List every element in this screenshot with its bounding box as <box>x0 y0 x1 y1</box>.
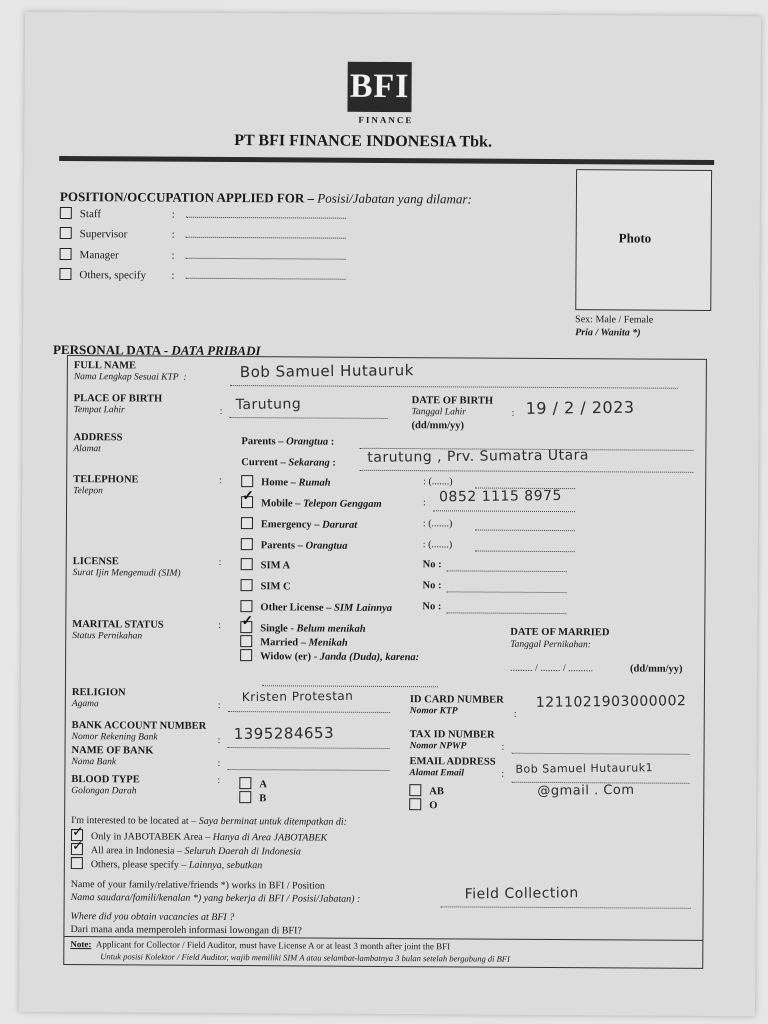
idcard-label: ID CARD NUMBER <box>409 694 504 706</box>
staff-checkbox[interactable] <box>60 207 72 219</box>
phone-mobile-sub: Telepon Genggam <box>303 498 382 510</box>
home-checkbox[interactable] <box>241 475 253 487</box>
sim-other-no: No : <box>422 601 442 613</box>
sim-other-label: Other License – <box>260 602 335 614</box>
sim-other-line[interactable] <box>446 606 566 614</box>
phone-emergency-line[interactable] <box>475 524 575 532</box>
colon: : <box>217 699 221 711</box>
phone-emergency-label: Emergency – <box>260 519 323 531</box>
phone-mobile-line <box>433 504 575 512</box>
married-sub: Menikah <box>308 637 348 649</box>
married-checkbox[interactable] <box>240 635 252 647</box>
bank-input[interactable]: 1395284653 <box>233 723 335 744</box>
address-current: Current – Sekarang : <box>241 457 336 469</box>
email-input-line1[interactable]: Bob Samuel Hutauruk1 <box>515 761 654 776</box>
married-label: Married – <box>260 637 309 649</box>
address-current-input[interactable]: tarutung , Prv. Sumatra Utara <box>367 447 590 466</box>
phone-parents-line[interactable] <box>475 545 575 553</box>
loc-jabotabek-row[interactable] <box>71 829 327 844</box>
sim-c-label: SIM C <box>260 581 291 593</box>
pob-input[interactable]: Tarutung <box>235 396 302 414</box>
family-label: Name of your family/relative/friends *) works in BFI / Position <box>70 879 325 892</box>
colon: : <box>218 556 222 568</box>
sim-a-no: No : <box>422 559 442 571</box>
blood-sub: Golongan Darah <box>71 786 137 797</box>
colon: : <box>501 768 505 780</box>
phone-home-prefix: : (.......) <box>423 476 453 488</box>
loc-jabotabek-label: Only in JABOTABEK Area – <box>90 831 213 843</box>
religion-line <box>228 705 390 713</box>
sim-a-checkbox[interactable] <box>241 558 253 570</box>
address-parents-label: Parents – <box>241 436 287 448</box>
loc-other-label: Others, please specify – <box>90 859 189 871</box>
full-name-input[interactable]: Bob Samuel Hutauruk <box>239 361 414 382</box>
address-sub: Alamat <box>73 444 101 455</box>
idcard-input[interactable]: 1211021903000002 <box>535 693 687 711</box>
option-fill-line <box>185 270 345 280</box>
note-label: Note: <box>70 939 92 950</box>
loc-other-row[interactable] <box>71 857 262 871</box>
idcard-sub: Nomor KTP <box>409 706 458 717</box>
blood-ab-label: AB <box>429 786 444 798</box>
pob-label: PLACE OF BIRTH <box>73 393 163 405</box>
single-sub: Belum menikah <box>296 623 366 635</box>
supervisor-checkbox[interactable] <box>60 227 72 239</box>
marital-single-row[interactable] <box>240 621 365 635</box>
phone-emergency-sub: Darurat <box>322 519 358 531</box>
dom-fields[interactable]: ......... / ........ / .......... <box>510 662 594 675</box>
blood-a-checkbox[interactable] <box>239 777 251 789</box>
address-current-label: Current – <box>241 457 289 469</box>
others-checkbox[interactable] <box>59 268 71 280</box>
bank-sub: Nomor Rekening Bank <box>71 732 158 743</box>
bankname-line[interactable] <box>227 763 389 771</box>
sex-sub-label: Pria / Wanita *) <box>575 327 641 339</box>
marital-sub: Status Pernikahan <box>72 631 143 642</box>
dom-sub: Tanggal Pernikahan: <box>510 639 591 651</box>
position-option-supervisor[interactable]: Supervisor : <box>60 227 346 242</box>
sim-c-row[interactable] <box>241 579 291 592</box>
loc-all-label: All area in Indonesia – <box>90 845 185 857</box>
tax-sub: Nomor NPWP <box>409 741 467 752</box>
full-name-sub-text: Nama Lengkap Sesuai KTP <box>73 372 179 383</box>
phone-mobile-input[interactable]: 0852 1115 8975 <box>439 487 562 506</box>
position-title: POSITION/OCCUPATION APPLIED FOR – <box>59 188 318 206</box>
sim-other-row[interactable] <box>240 600 392 614</box>
sim-c-no: No : <box>422 580 442 592</box>
blood-o-label: O <box>429 800 438 812</box>
position-section-title <box>60 189 472 208</box>
single-label: Single - <box>260 623 297 635</box>
phone-parents-prefix: : (.......) <box>422 539 453 551</box>
manager-checkbox[interactable] <box>60 248 72 260</box>
option-fill-line <box>186 250 346 260</box>
sim-other-sub: SIM Lainnya <box>333 602 393 615</box>
option-label: Supervisor <box>79 228 128 241</box>
phone-parents-label: Parents – <box>260 540 306 552</box>
vacancy-sub: Dari mana anda memperoleh informasi lowongan di BFI? <box>70 924 302 937</box>
personal-title: PERSONAL DATA - <box>52 341 172 358</box>
note-sub: Untuk posisi Kolektor / Field Auditor, wajib memiliki SIM A atau selambat-lambatnya 3 bulan setelah bergabung di BFI <box>100 951 510 964</box>
dom-label: DATE OF MARRIED <box>510 626 610 639</box>
phone-parents-row[interactable] <box>241 538 348 552</box>
interest-label <box>71 815 347 828</box>
colon: : <box>501 741 505 753</box>
family-sub: Nama saudara/famili/kenalan *) yang bekerja di BFI / Posisi/Jabatan) : <box>70 892 361 905</box>
company-name: PT BFI FINANCE INDONESIA Tbk. <box>234 132 493 151</box>
blood-o-row[interactable] <box>409 798 437 811</box>
phone-emergency-row[interactable] <box>241 517 357 531</box>
bankname-sub: Nama Bank <box>71 757 117 768</box>
other-area-checkbox[interactable] <box>71 857 83 869</box>
phone-label: TELEPHONE <box>73 474 139 486</box>
blood-ab-checkbox[interactable] <box>409 784 421 796</box>
note-row <box>70 939 450 951</box>
address-label: ADDRESS <box>73 432 123 444</box>
logo-text: BFI <box>349 67 410 106</box>
colon: : <box>219 405 223 417</box>
email-input-line2[interactable]: @gmail . Com <box>537 782 635 799</box>
sim-c-checkbox[interactable] <box>241 579 253 591</box>
marital-widow-row[interactable] <box>240 649 419 663</box>
sim-c-line[interactable] <box>447 585 567 593</box>
colon: : <box>511 407 515 419</box>
tax-line[interactable] <box>512 747 690 755</box>
blood-ab-row[interactable] <box>409 784 444 797</box>
widow-checkbox[interactable] <box>240 649 252 661</box>
dob-format: (dd/mm/yy) <box>411 420 465 432</box>
colon: : <box>423 497 426 509</box>
colon: : <box>217 757 221 769</box>
phone-sub: Telepon <box>73 486 103 497</box>
option-fill-line <box>186 229 346 239</box>
address-parents-sub: Orangtua <box>286 436 329 448</box>
sim-a-row[interactable] <box>241 558 291 571</box>
bfi-logo <box>347 62 411 112</box>
colon: : <box>218 619 222 631</box>
phone-parents-sub: Orangtua <box>305 540 348 552</box>
position-option-others[interactable]: Others, specify : <box>59 268 345 283</box>
dob-label: DATE OF BIRTH <box>411 395 494 407</box>
widow-sub: Janda (Duda), karena: <box>319 651 420 664</box>
phone-emergency-prefix: : (.......) <box>422 518 453 530</box>
interest-label-text: I'm interested to be located at – <box>71 815 199 827</box>
photo-box <box>575 169 712 311</box>
phone-home-sub: Rumah <box>298 477 331 489</box>
application-form-sheet <box>19 12 761 1016</box>
loc-other-sub: Lainnya, sebutkan <box>188 859 263 872</box>
header-rule <box>59 156 714 165</box>
colon: : <box>513 708 517 720</box>
option-label: Manager <box>79 249 119 262</box>
position-option-staff[interactable]: Staff : <box>60 207 346 222</box>
full-name-label: FULL NAME <box>73 360 137 372</box>
widow-label: Widow (er) - <box>260 651 320 663</box>
blood-b-checkbox[interactable] <box>239 791 251 803</box>
colon: : <box>217 774 221 786</box>
address-current-sub: Sekarang <box>288 457 330 469</box>
sim-a-label: SIM A <box>260 560 291 572</box>
tax-label: TAX ID NUMBER <box>409 729 495 741</box>
position-title-italic: Posisi/Jabatan yang dilamar: <box>317 190 472 207</box>
option-fill-line <box>186 209 346 219</box>
personal-title-italic: DATA PRIBADI <box>171 342 261 359</box>
blood-b-row[interactable] <box>239 791 266 804</box>
sim-other-checkbox[interactable] <box>240 600 252 612</box>
full-name-sub: Nama Lengkap Sesuai KTP : <box>73 372 187 383</box>
phone-home-row[interactable] <box>241 475 331 489</box>
note-text: Applicant for Collector / Field Auditor, must have License A or at least 3 month after joint the BFI <box>95 939 451 952</box>
bank-label: BANK ACCOUNT NUMBER <box>71 720 207 732</box>
interest-sub: Saya berminat untuk ditempatkan di: <box>198 815 348 828</box>
all-area-checkbox[interactable] <box>71 843 83 855</box>
position-option-manager[interactable]: Manager : <box>60 248 346 263</box>
sex-label: Sex: Male / Female <box>575 314 654 326</box>
religion-sub: Agama <box>71 699 99 710</box>
loc-all-row[interactable] <box>71 843 301 857</box>
marital-married-row[interactable] <box>240 635 348 649</box>
parents-checkbox[interactable] <box>241 538 253 550</box>
address-parents: Parents – Orangtua : <box>241 436 335 448</box>
blood-b-label: B <box>259 793 267 805</box>
colon: : <box>219 474 223 486</box>
email-sub: Alamat Email <box>409 768 465 779</box>
dob-input[interactable]: 19 / 2 / 2023 <box>525 397 635 418</box>
pob-sub: Tempat Lahir <box>73 405 125 416</box>
mobile-checkbox[interactable] <box>241 496 253 508</box>
bankname-label: NAME OF BANK <box>71 745 154 757</box>
single-checkbox[interactable] <box>240 621 252 633</box>
widow-reason-line[interactable] <box>262 679 438 687</box>
license-sub: Surat Ijin Mengemudi (SIM) <box>72 568 181 579</box>
blood-o-checkbox[interactable] <box>409 798 421 810</box>
sim-a-line[interactable] <box>447 564 567 572</box>
dob-sub: Tanggal Lahir <box>411 407 466 418</box>
religion-label: RELIGION <box>71 687 126 699</box>
personal-data-box <box>63 355 707 969</box>
religion-input[interactable]: Kristen Protestan <box>241 688 354 705</box>
blood-label: BLOOD TYPE <box>71 774 140 786</box>
colon: : <box>217 734 221 746</box>
dom-format: (dd/mm/yy) <box>630 663 683 675</box>
blood-a-label: A <box>259 779 267 791</box>
option-label: Staff <box>79 208 102 221</box>
blood-a-row[interactable] <box>239 777 267 790</box>
email-label: EMAIL ADDRESS <box>409 756 496 768</box>
photo-label: Photo <box>618 230 652 246</box>
phone-mobile-row[interactable] <box>241 496 382 510</box>
logo-subtitle: FINANCE <box>358 114 414 126</box>
vacancy-label: Where did you obtain vacancies at BFI ? <box>70 911 235 924</box>
marital-label: MARITAL STATUS <box>72 619 164 631</box>
emergency-checkbox[interactable] <box>241 517 253 529</box>
family-input[interactable]: Field Collection <box>464 885 579 903</box>
license-label: LICENSE <box>72 556 119 568</box>
loc-all-sub: Seluruh Daerah di Indonesia <box>184 845 301 858</box>
option-label: Others, specify <box>79 269 147 282</box>
loc-jabotabek-sub: Hanya di Area JABOTABEK <box>212 831 328 844</box>
phone-mobile-label: Mobile – <box>261 498 304 510</box>
phone-home-label: Home – <box>261 477 299 489</box>
